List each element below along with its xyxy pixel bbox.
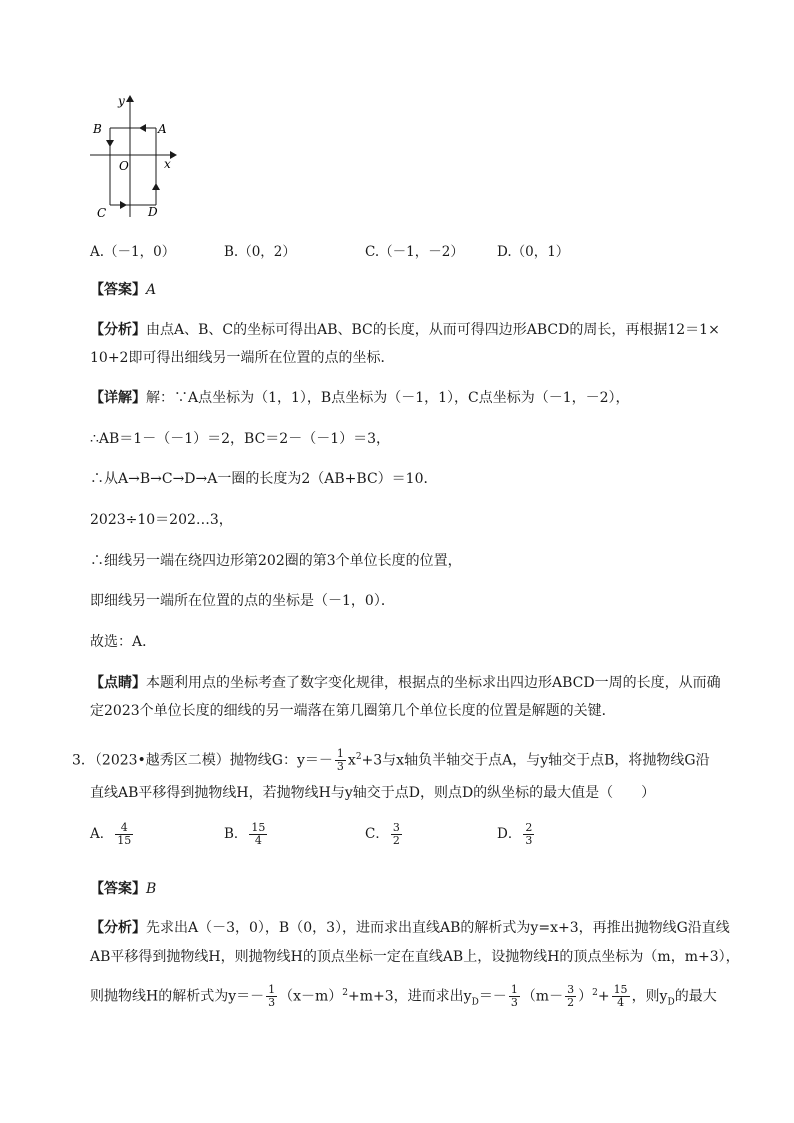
- comment-tag: 【点睛】: [90, 675, 146, 691]
- detail-tag: 【详解】: [90, 390, 146, 406]
- coordinate-figure: [88, 92, 188, 222]
- answer-value: B: [146, 881, 157, 897]
- q3-number: 3．: [72, 752, 95, 769]
- q3-stem-fraction: $\frac{1}{3}$: [336, 747, 344, 774]
- q2-option-c: C.（－1，－2）: [365, 244, 464, 260]
- label-a: A: [158, 122, 167, 136]
- q2-option-d: D.（0，1）: [497, 244, 570, 260]
- q2-detail-line-6: 即细线另一端所在位置的点的坐标是（－1，0）．: [90, 593, 395, 609]
- answer-value: A: [146, 282, 157, 298]
- q3-option-d: D． $\frac{2}{3}$: [497, 821, 533, 847]
- label-d: D: [148, 205, 158, 219]
- q3-stem-c: +3与x轴负半轴交于点A，与y轴交于点B，将抛物线G沿: [361, 752, 710, 769]
- q2-option-a: A.（－1，0）: [90, 244, 176, 260]
- q3-stem-a: 抛物线G：y＝－: [229, 752, 333, 769]
- q2-detail-line-5: ∴细线另一端在绕四边形第202圈的第3个单位长度的位置，: [90, 553, 462, 569]
- analysis-text: 先求出A（－3，0），B（0，3），进而求出直线AB的解析式为y=x+3，再推出抛物线G沿直线: [146, 920, 730, 936]
- q3-analysis-line-3: 则抛物线H的解析式为y＝－ $\frac{1}{3}$ $(x-m)^2+m+3$，进而求出$y_D=-$ $\frac{1}{3}$ （m－ $\frac{3}{2}$ ）$^2$+ $\frac{15}{4}$ ，则$y_D$的最大: [90, 983, 717, 1010]
- q2-detail-line-1: [90, 388, 630, 408]
- q2-detail-line-4: 2023÷10＝202…3，: [90, 512, 233, 528]
- detail-text: 解：∵A点坐标为（1，1），B点坐标为（－1，1），C点坐标为（－1，－2），: [146, 390, 630, 406]
- label-y: y: [118, 94, 125, 108]
- q2-detail-line-7: 故选：A．: [90, 634, 157, 650]
- label-x: x: [164, 157, 171, 171]
- analysis-text: 由点A、B、C的坐标可得出AB、BC的长度，从而可得四边形ABCD的周长，再根据12＝1×: [146, 322, 720, 338]
- analysis-tag: 【分析】: [90, 322, 146, 338]
- analysis-tag: 【分析】: [90, 920, 146, 936]
- q3-stem-line-2: 直线AB平移得到抛物线H，若抛物线H与y轴交于点D，则点D的纵坐标的最大值是（ ）: [90, 785, 656, 801]
- q3-option-c: C． $\frac{3}{2}$: [365, 821, 400, 847]
- q3-analysis-line-2: AB平移得到抛物线H，则抛物线H的顶点坐标一定在直线AB上，设抛物线H的顶点坐标为（m，m+3），: [90, 949, 740, 965]
- comment-text: 本题利用点的坐标考查了数字变化规律，根据点的坐标求出四边形ABCD一周的长度，从而确: [146, 675, 721, 691]
- q2-detail-line-2: ∴AB＝1－（－1）＝2，BC＝2－（－1）＝3，: [90, 431, 391, 447]
- q3-analysis-line-1: [90, 918, 730, 938]
- q2-detail-line-3: ∴从A→B→C→D→A一圈的长度为2（AB+BC）＝10．: [90, 471, 438, 487]
- q2-analysis-line-2: 10+2即可得出细线另一端所在位置的点的坐标．: [90, 350, 395, 366]
- q3-stem-line-1: 3．（2023•越秀区二模）抛物线G：y＝－ $\frac{1}{3}$ $x^2+3$与x轴负半轴交于点A，与y轴交于点B，将抛物线G沿: [72, 747, 710, 774]
- q2-comment-line-2: 定2023个单位长度的细线的另一端落在第几圈第几个单位长度的位置是解题的关键．: [90, 703, 616, 719]
- q2-answer: [90, 280, 156, 300]
- q2-analysis-line-1: [90, 320, 720, 340]
- answer-tag: 【答案】: [90, 881, 146, 897]
- q3-source: （2023•越秀区二模）: [94, 752, 230, 769]
- q3-answer: [90, 879, 156, 899]
- q3-option-b: B． $\frac{15}{4}$: [224, 821, 266, 847]
- q2-option-b: B.（0，2）: [224, 244, 296, 260]
- answer-tag: 【答案】: [90, 282, 146, 298]
- q3-option-a: A． $\frac{4}{15}$: [90, 821, 132, 847]
- label-b: B: [93, 122, 102, 136]
- q2-comment-line-1: [90, 673, 721, 693]
- label-c: C: [97, 206, 107, 220]
- label-origin: O: [119, 159, 129, 173]
